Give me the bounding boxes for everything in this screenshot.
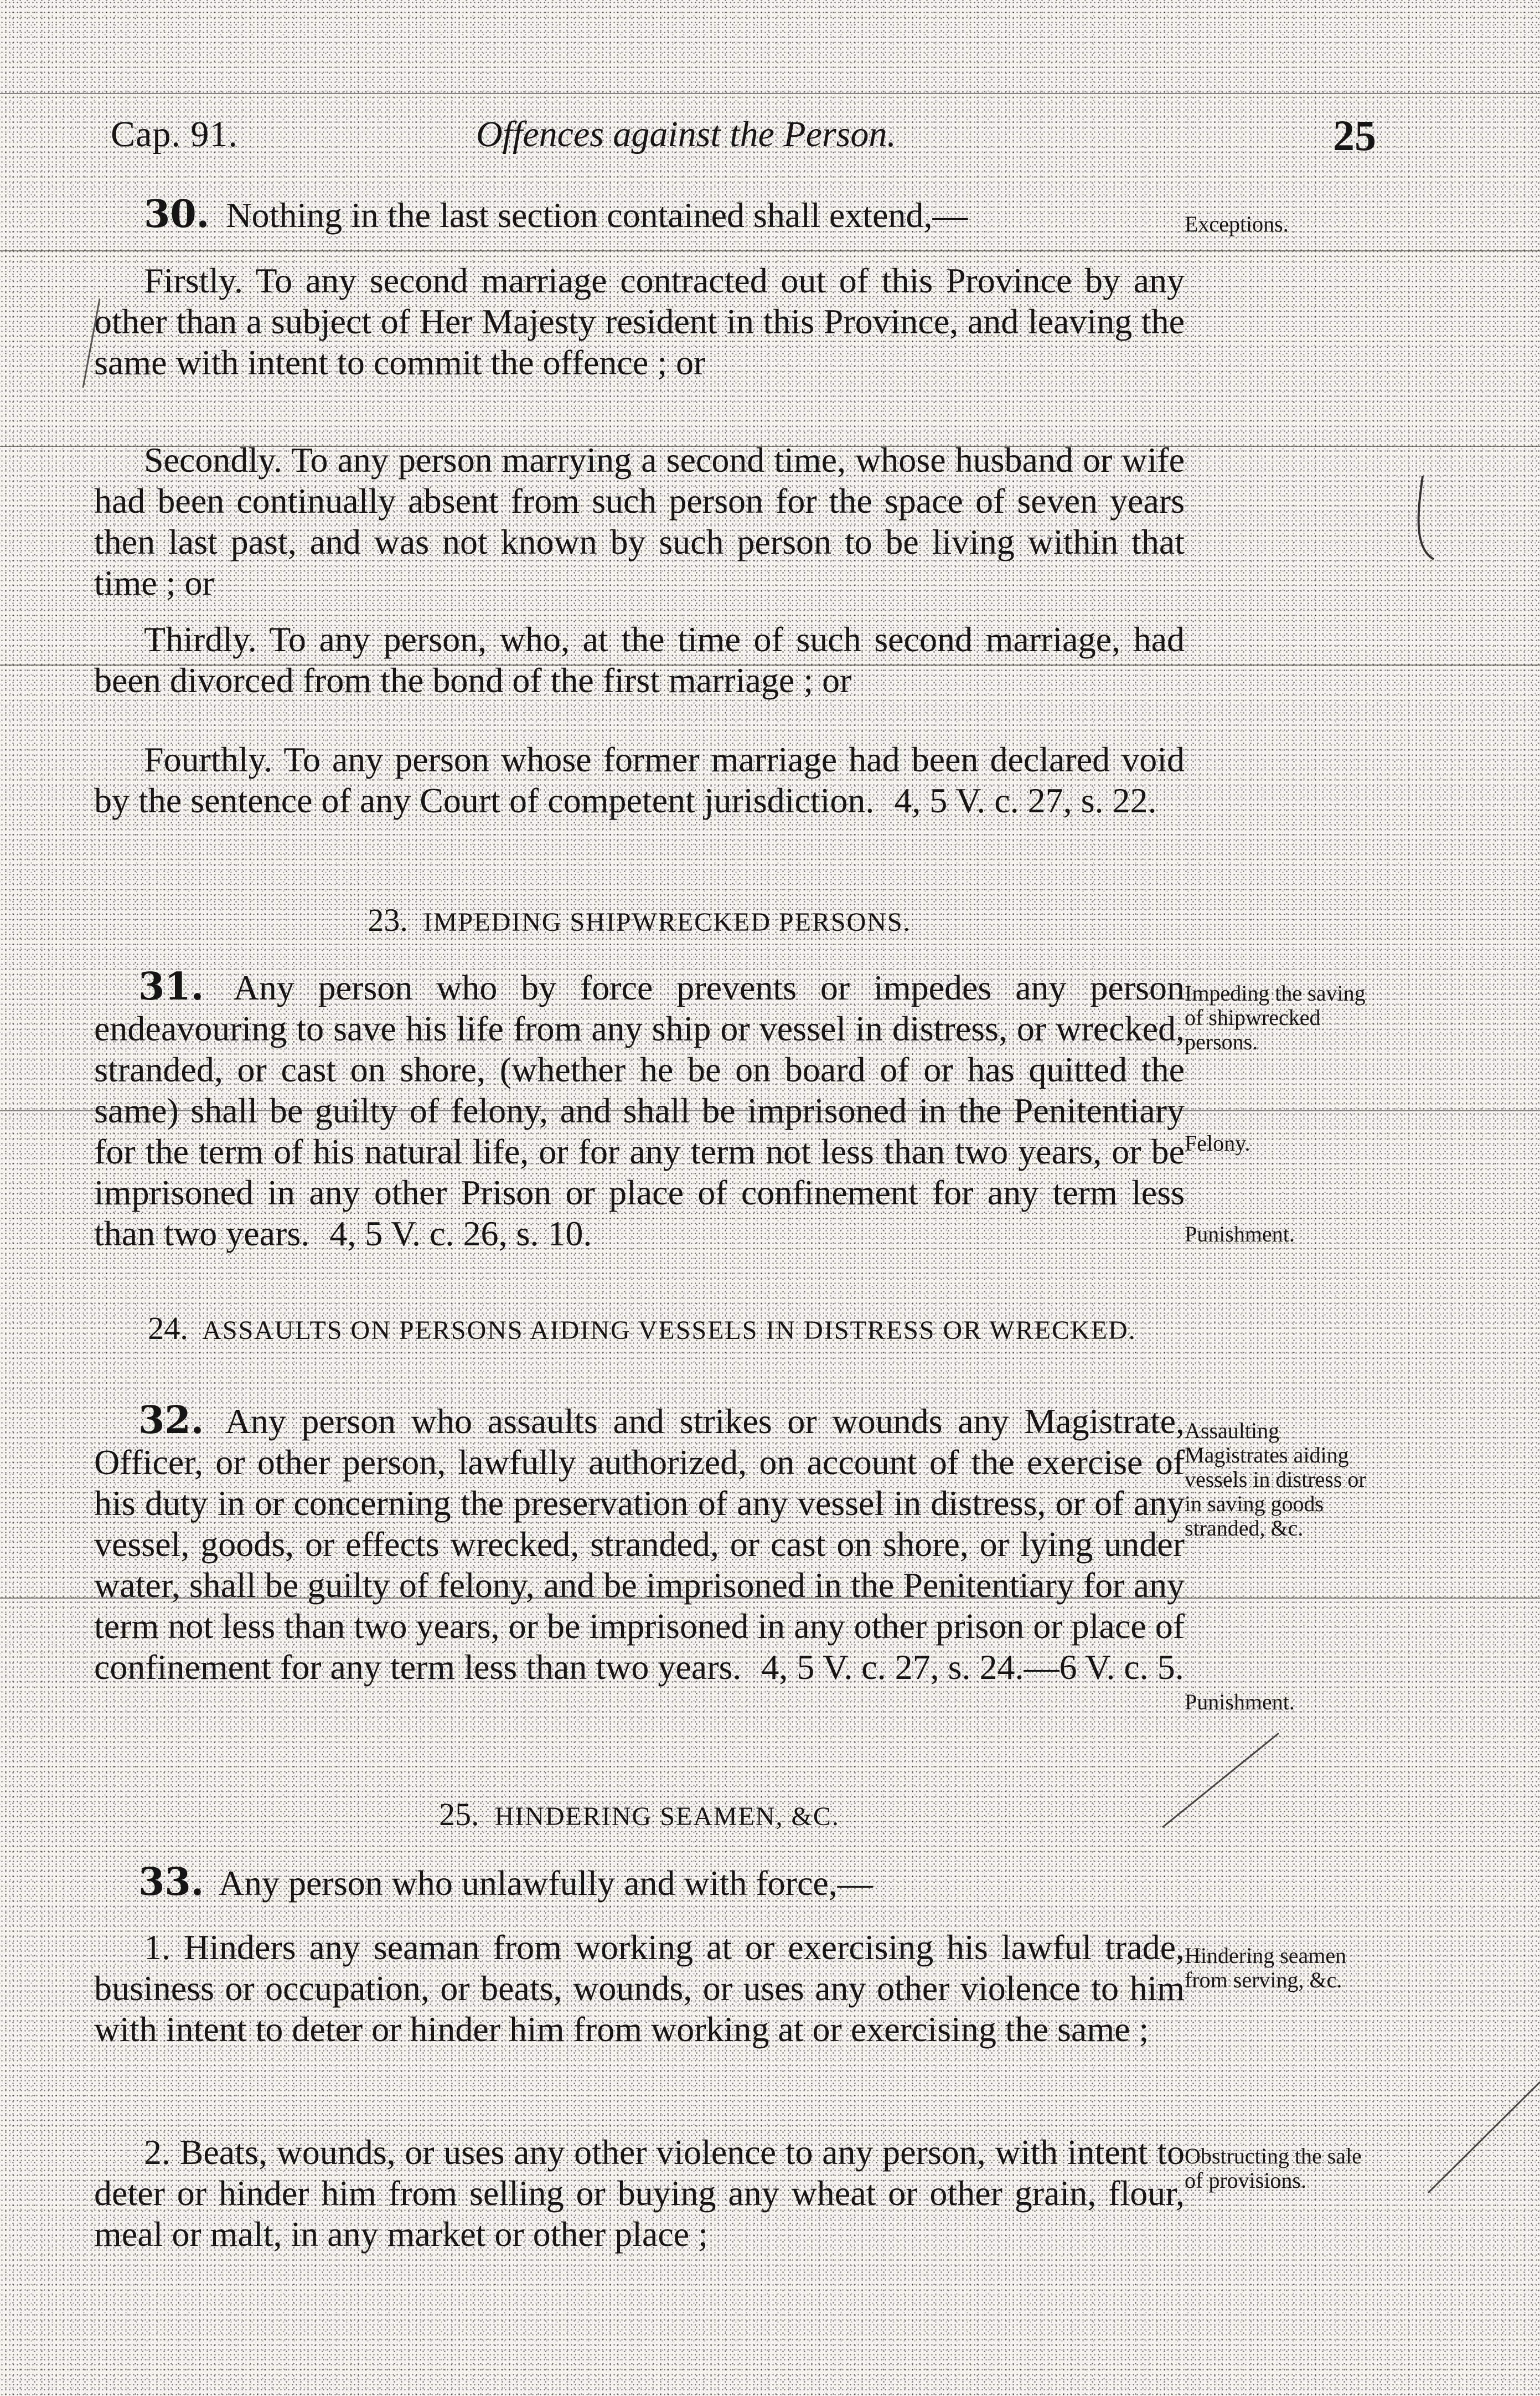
section-number: 30. — [144, 192, 210, 236]
section-number: 33. — [138, 1860, 204, 1904]
statute-citation: 4, 5 V. c. 26, s. 10. — [329, 1214, 592, 1253]
margin-note-obstructing: Obstructing the sale of provisions. — [1185, 2143, 1362, 2193]
section-text: Nothing in the last section contained shall extend,— — [226, 195, 968, 235]
chapter-label: Cap. 91. — [111, 114, 238, 154]
heading-title: HINDERING SEAMEN, &C. — [494, 1802, 840, 1831]
section-number: 31. — [138, 965, 204, 1009]
clause-item-2: 2. Beats, wounds, or uses any other violence to any person, with intent to deter or hinder him from selling or buying any wheat or other grain, flour, meal or malt, in any market or other place ; — [94, 2132, 1185, 2254]
margin-note-punishment-32: Punishment. — [1185, 1689, 1295, 1714]
clause-secondly: Secondly. To any person marrying a second time, whose husband or wife had been continually absent from such person for the space of seven years then last past, and was not known by such person to be living within that time ; or — [94, 440, 1185, 602]
clause-item-1: 1. Hinders any seaman from working at or exercising his lawful trade, business or occupation, or beats, wounds, or uses any other violence to him with intent to deter or hinder him from working at or exercising the same ; — [94, 1928, 1185, 2049]
margin-note-impeding: Impeding the saving of shipwrecked persons. — [1185, 981, 1366, 1054]
heading-number: 24. — [148, 1310, 188, 1346]
section-text: Any person who unlawfully and with force,— — [218, 1863, 873, 1903]
pencil-stroke — [1428, 2082, 1540, 2193]
margin-note-punishment: Punishment. — [1185, 1222, 1295, 1246]
clause-thirdly: Thirdly. To any person, who, at the time of such second marriage, had been divorced from the bond of the first marriage ; or — [94, 620, 1185, 700]
heading-title: IMPEDING SHIPWRECKED PERSONS. — [423, 908, 911, 937]
page-title: Offences against the Person. — [476, 114, 896, 154]
margin-note-hindering: Hindering seamen from serving, &c. — [1185, 1943, 1347, 1992]
page-number: 25 — [1333, 111, 1376, 159]
margin-note-felony: Felony. — [1185, 1131, 1250, 1156]
pencil-stroke — [1162, 1733, 1279, 1827]
section-text: Any person who by force prevents or impedes any person endeavouring to save his life from any ship or vessel in distress, or wrecked, stranded, or cast on shore, (whether he be on board of or has quitted the same) shall be guilty of felony, and shall be imprisoned in the Penitentiary for the term of his natural life, or for any term not less than two years, or be imprisoned in any other Prison or place of confinement for any term less than two years. — [94, 968, 1185, 1253]
margin-note-assaulting: Assaulting Magistrates aiding vessels in distress or in saving goods stranded, &c. — [1185, 1418, 1366, 1540]
statute-citation: 4, 5 V. c. 27, s. 24.—6 V. c. 5. — [761, 1647, 1184, 1687]
section-number: 32. — [138, 1398, 204, 1442]
heading-number: 25. — [439, 1796, 479, 1832]
heading-title: ASSAULTS ON PERSONS AIDING VESSELS IN DISTRESS OR WRECKED. — [202, 1316, 1136, 1345]
pencil-stroke — [1419, 476, 1434, 559]
margin-note-exceptions: Exceptions. — [1185, 212, 1289, 236]
heading-number: 23. — [368, 902, 408, 938]
clause-firstly: Firstly. To any second marriage contracted out of this Province by any other than a subject of Her Majesty resident in this Province, and leaving the same with intent to commit the offence ; or — [94, 261, 1185, 382]
clause-text: Fourthly. To any person whose former marriage had been declared void by the sentence of any Court of competent jurisdiction. — [94, 740, 1185, 820]
section-text: Any person who assaults and strikes or wounds any Magistrate, Officer, or other person, lawfully authorized, on account of the exercise of his duty in or concerning the preservation of any vessel in distress, or of any vessel, goods, or effects wrecked, stranded, or cast on shore, or lying under water, shall be guilty of felony, and be imprisoned in the Penitentiary for any term not less than two years, or be imprisoned in any other prison or place of confinement for any term less than two years. — [94, 1401, 1185, 1687]
pencil-stroke — [83, 299, 100, 388]
statute-citation: 4, 5 V. c. 27, s. 22. — [894, 781, 1157, 820]
